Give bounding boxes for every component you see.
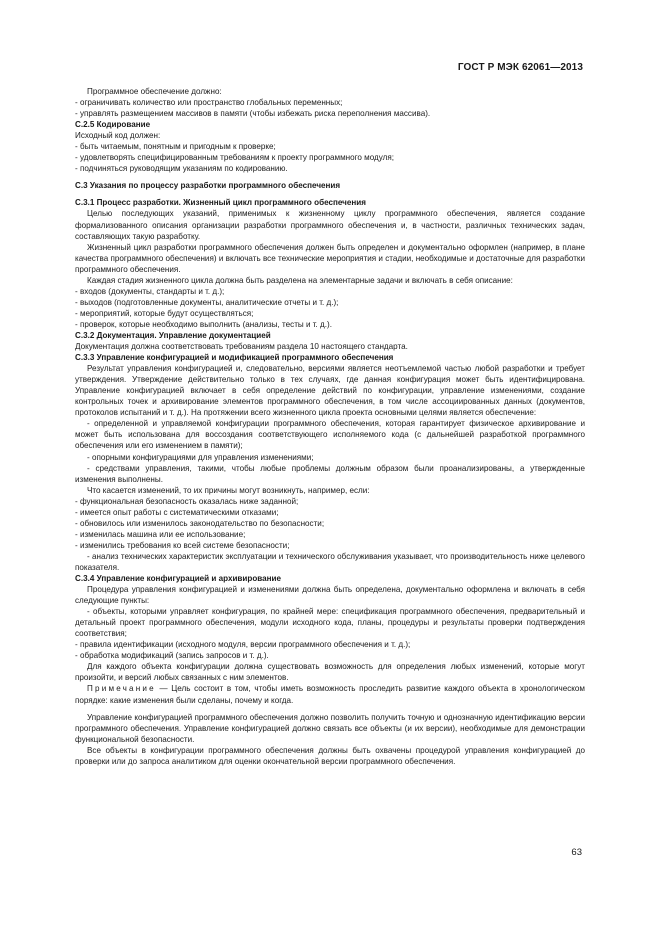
c31-item: - проверок, которые необходимо выполнить (анализы, тесты и т. д.). bbox=[75, 319, 332, 329]
c33-bullet: - средствами управления, такими, чтобы любые проблемы должным образом были проанализированы, а утвержденные изменения выполнены. bbox=[75, 463, 585, 484]
c32-paragraph: Документация должна соответствовать требованиям раздела 10 настоящего стандарта. bbox=[75, 342, 408, 352]
section-c3-title: С.3 Указания по процессу разработки программного обеспечения bbox=[75, 181, 341, 191]
c34-item: - обработка модификаций (запись запросов и т. д.). bbox=[75, 651, 269, 661]
c25-item: - быть читаемым, понятным и пригодным к проверке; bbox=[75, 142, 276, 152]
c33-item: - изменились требования ко всей системе безопасности; bbox=[75, 540, 290, 550]
c34-bullet: - объекты, которыми управляет конфигурация, по крайней мере: спецификация программного обеспечения, предварительный и детальный проект программного обеспечения, модули исходного кода, планы, процедуры и результаты проверки подтверждения соответствия; bbox=[75, 607, 585, 639]
c31-item: - входов (документы, стандарты и т. д.); bbox=[75, 286, 225, 296]
document-body bbox=[75, 86, 585, 767]
c31-item: - выходов (подготовленные документы, аналитические отчеты и т. д.); bbox=[75, 297, 339, 307]
c33-item: - обновилось или изменилось законодательство по безопасности; bbox=[75, 518, 325, 528]
section-c32-title: С.3.2 Документация. Управление документацией bbox=[75, 330, 271, 340]
c33-bullet: - определенной и управляемой конфигурации программного обеспечения, которая гарантирует физическое архивирование и может быть использована для воссоздания соответствующего исполняемого кода (с дальнейшей разработкой программного обеспечения или его изменением в памяти); bbox=[75, 419, 585, 451]
c33-item: - имеется опыт работы с систематическими отказами; bbox=[75, 507, 279, 517]
c33-paragraph: Что касается изменений, то их причины могут возникнуть, например, если: bbox=[87, 485, 370, 495]
c33-bullet: - опорными конфигурациями для управления изменениями; bbox=[87, 452, 314, 462]
section-c31-title: С.3.1 Процесс разработки. Жизненный цикл программного обеспечения bbox=[75, 198, 366, 208]
c31-paragraph: Жизненный цикл разработки программного обеспечения должен быть определен и документально оформлен (например, в плане качества программного обеспечения) и включать все технические мероприятия и стадии, необходимые и достаточные для разработки программного обеспечения. bbox=[75, 242, 585, 274]
c33-last-item: - анализ технических характеристик эксплуатации и технического обслуживания указывает, что производительность ниже целевого показателя. bbox=[75, 551, 585, 572]
c31-item: - мероприятий, которые будут осуществляться; bbox=[75, 308, 254, 318]
section-c33-title: С.3.3 Управление конфигурацией и модификацией программного обеспечения bbox=[75, 353, 394, 363]
standard-code-header: ГОСТ Р МЭК 62061—2013 bbox=[457, 62, 583, 73]
note-title: Примечание bbox=[87, 684, 156, 694]
c31-paragraph: Каждая стадия жизненного цикла должна быть разделена на элементарные задачи и включать в себя описание: bbox=[87, 275, 513, 285]
section-c34-title: С.3.4 Управление конфигурацией и архивирование bbox=[75, 574, 282, 584]
c34-paragraph: Процедура управления конфигурацией и изменениями должна быть определена, документально оформлена и включать в себя следующие пункты: bbox=[75, 585, 585, 606]
c25-item: - удовлетворять специфицированным требованиям к проекту программного модуля; bbox=[75, 153, 394, 163]
c25-lead: Исходный код должен: bbox=[75, 131, 161, 141]
c33-paragraph: Результат управления конфигурацией и, следовательно, версиями является неотъемлемой частью любой разработки и требует утверждения. Утверждение действительно только в тех случаях, где данная конфигурация может быть идентифицирована. Управление конфигурацией включает в себя определение действий по конфигурации, управление изменениями, создание контрольных точек и архивирование элементов программного обеспечения, в том числе ассоциированных данных (документов, протоколов испытаний и т. д.). На протяжении всего жизненного цикла проекта основными целями является обеспечение: bbox=[75, 364, 585, 418]
c34-paragraph: Для каждого объекта конфигурации должна существовать возможность для определения любых изменений, которые могут произойти, и версий любых связанных с ним элементов. bbox=[75, 662, 585, 683]
intro-item: - ограничивать количество или пространство глобальных переменных; bbox=[75, 98, 343, 108]
page-number: 63 bbox=[571, 847, 582, 858]
intro-item: - управлять размещением массивов в памяти (чтобы избежать риска переполнения массива). bbox=[75, 109, 431, 119]
c31-paragraph: Целью последующих указаний, применимых к жизненному циклу программного обеспечения, является создание формализованного описания организации разработки программного обеспечения и, в частности, различных технических задач, составляющих такую разработку. bbox=[75, 209, 585, 241]
c33-item: - функциональная безопасность оказалась ниже заданной; bbox=[75, 496, 299, 506]
intro-lead: Программное обеспечение должно: bbox=[87, 87, 222, 96]
c33-item: - изменилась машина или ее использование; bbox=[75, 529, 246, 539]
section-c25-title: С.2.5 Кодирование bbox=[75, 120, 151, 130]
c34-paragraph: Управление конфигурацией программного обеспечения должно позволить получить точную и однозначную идентификацию версии программного обеспечения. Управление конфигурацией должно связать все объекты (и их версии), необходимые для демонстрации функциональной безопасности. bbox=[75, 712, 585, 744]
c25-item: - подчиняться руководящим указаниям по кодированию. bbox=[75, 164, 288, 174]
note-text: — Цель состоит в том, чтобы иметь возможность проследить развитие каждого объекта в хронологическом порядке: какие изменения были сделаны, почему и когда. bbox=[75, 684, 585, 705]
c34-note bbox=[75, 683, 585, 705]
c34-paragraph: Все объекты в конфигурации программного обеспечения должны быть охвачены процедурой управления конфигурацией до проверки или до запроса аналитиком для оценки окончательной версии программного обеспечения. bbox=[75, 745, 585, 766]
c34-item: - правила идентификации (исходного модуля, версии программного обеспечения и т. д.); bbox=[75, 640, 411, 650]
